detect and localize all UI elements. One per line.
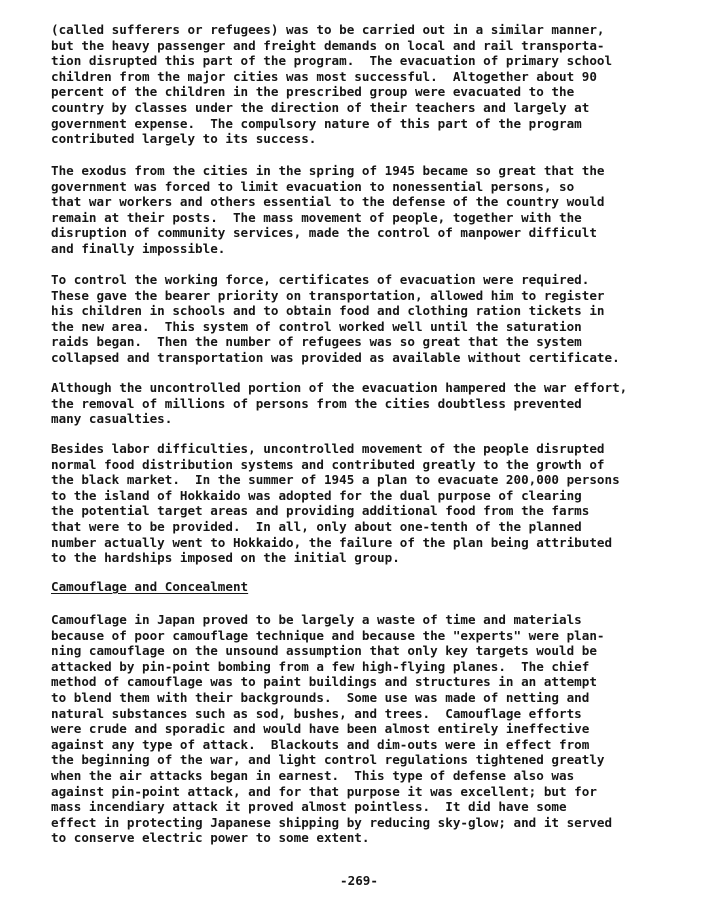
page-number: -269-: [340, 873, 378, 888]
text-line: the potential target areas and providing additional food from the farms: [51, 503, 590, 519]
text-line: disruption of community services, made the control of manpower difficult: [51, 225, 597, 241]
text-line: These gave the bearer priority on transportation, allowed him to register: [51, 287, 605, 303]
text-line: (called sufferers or refugees) was to be carried out in a similar manner,: [51, 22, 605, 37]
text-line: Besides labor difficulties, uncontrolled movement of the people disrupted: [51, 441, 605, 456]
text-line: but the heavy passenger and freight demands on local and rail transporta-: [51, 37, 605, 53]
text-line: to blend them with their backgrounds. Some use was made of netting and: [51, 689, 590, 705]
text-line: natural substances such as sod, bushes, and trees. Camouflage efforts: [51, 705, 582, 721]
text-line: effect in protecting Japanese shipping by reducing sky-glow; and it served: [51, 814, 613, 830]
paragraph-working-force-control: [51, 272, 691, 366]
text-line: children from the major cities was most successful. Altogether about 90: [51, 68, 597, 84]
paragraph-exodus-from-cities: [51, 163, 691, 257]
text-line: government was forced to limit evacuation to nonessential persons, so: [51, 178, 575, 194]
text-line: Camouflage in Japan proved to be largely a waste of time and materials: [51, 612, 582, 627]
text-line: The exodus from the cities in the spring of 1945 became so great that the: [51, 163, 605, 178]
text-line: contributed largely to its success.: [51, 131, 317, 147]
text-line: were crude and sporadic and would have been almost entirely ineffective: [51, 721, 590, 737]
text-line: number actually went to Hokkaido, the failure of the plan being attributed: [51, 534, 613, 550]
text-line: the removal of millions of persons from the cities doubtless prevented: [51, 395, 582, 411]
text-line: method of camouflage was to paint buildings and structures in an attempt: [51, 674, 597, 690]
text-line: and finally impossible.: [51, 240, 226, 256]
paragraph-uncontrolled-evacuation: [51, 380, 691, 427]
text-line: collapsed and transportation was provided as available without certificate.: [51, 349, 620, 365]
paragraph-evacuation-of-children: [51, 22, 691, 147]
text-line: that were to be provided. In all, only about one-tenth of the planned: [51, 518, 582, 534]
text-line: government expense. The compulsory nature of this part of the program: [51, 115, 582, 131]
text-line: the black market. In the summer of 1945 a plan to evacuate 200,000 persons: [51, 472, 620, 488]
text-line: when the air attacks began in earnest. This type of defense also was: [51, 767, 575, 783]
section-heading-camouflage: Camouflage and Concealment: [51, 579, 249, 594]
text-line: tion disrupted this part of the program. The evacuation of primary school: [51, 53, 613, 69]
text-line: To control the working force, certificates of evacuation were required.: [51, 272, 590, 287]
text-line: attacked by pin-point bombing from a few high-flying planes. The chief: [51, 658, 590, 674]
text-line: the beginning of the war, and light control regulations tightened greatly: [51, 752, 605, 768]
text-line: against any type of attack. Blackouts and dim-outs were in effect from: [51, 736, 590, 752]
text-line: to the hardships imposed on the initial group.: [51, 550, 400, 566]
text-line: percent of the children in the prescribed group were evacuated to the: [51, 84, 575, 100]
text-line: remain at their posts. The mass movement of people, together with the: [51, 209, 582, 225]
text-line: against pin-point attack, and for that purpose it was excellent; but for: [51, 783, 597, 799]
text-line: that war workers and others essential to the defense of the country would: [51, 194, 605, 210]
paragraph-food-distribution: [51, 441, 691, 566]
text-line: the new area. This system of control worked well until the saturation: [51, 318, 582, 334]
text-line: mass incendiary attack it proved almost pointless. It did have some: [51, 799, 567, 815]
text-line: to conserve electric power to some extent.: [51, 830, 370, 846]
text-line: normal food distribution systems and contributed greatly to the growth of: [51, 456, 605, 472]
text-line: because of poor camouflage technique and because the "experts" were plan-: [51, 627, 605, 643]
text-line: ning camouflage on the unsound assumption that only key targets would be: [51, 643, 597, 659]
text-line: Although the uncontrolled portion of the evacuation hampered the war effort,: [51, 380, 628, 395]
text-line: many casualties.: [51, 411, 173, 427]
text-line: to the island of Hokkaido was adopted for the dual purpose of clearing: [51, 487, 582, 503]
text-line: country by classes under the direction of their teachers and largely at: [51, 99, 590, 115]
text-line: his children in schools and to obtain food and clothing ration tickets in: [51, 303, 605, 319]
paragraph-camouflage: [51, 612, 691, 846]
text-line: raids began. Then the number of refugees was so great that the system: [51, 334, 582, 350]
